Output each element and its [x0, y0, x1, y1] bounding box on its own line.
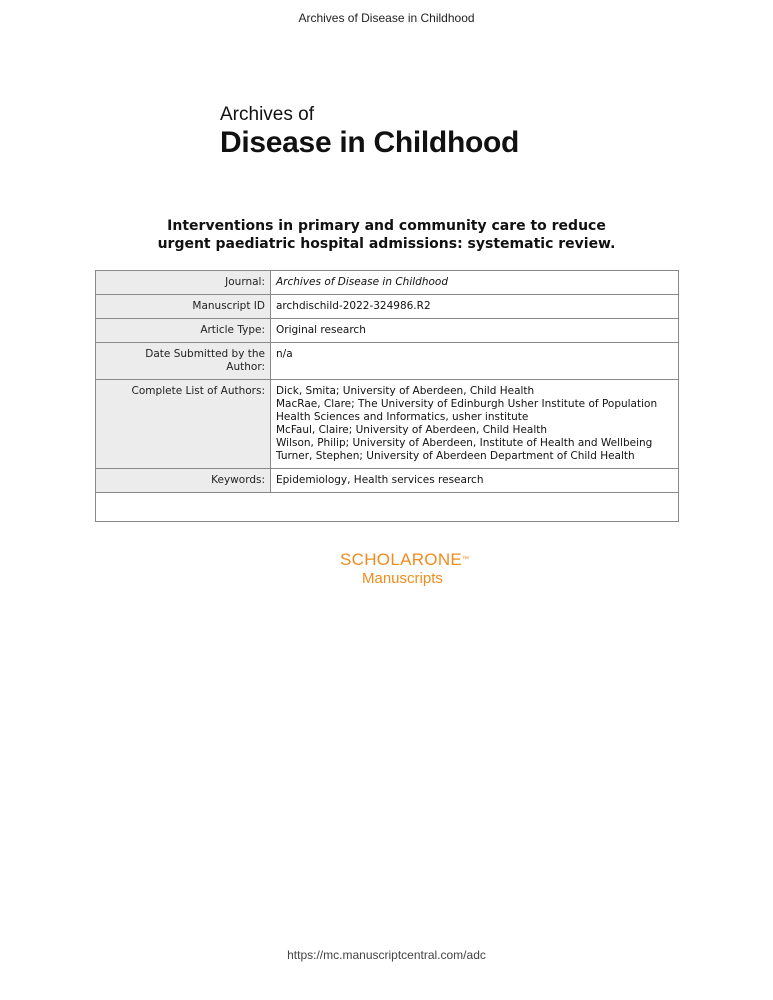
- date-submitted-label-line-2: Author:: [226, 361, 265, 373]
- title-line-1: Interventions in primary and community care to reduce: [167, 218, 606, 234]
- authors-label: Complete List of Authors:: [96, 380, 271, 469]
- author-line: Wilson, Philip; University of Aberdeen, Institute of Health and Wellbeing: [276, 437, 653, 449]
- date-submitted-value: n/a: [271, 343, 679, 380]
- scholarone-brand: [340, 550, 469, 570]
- logo-line-2: Disease in Childhood: [220, 126, 520, 159]
- journal-value: Archives of Disease in Childhood: [271, 271, 679, 295]
- scholarone-brand-part2: ONE: [424, 550, 463, 569]
- keywords-label: Keywords:: [96, 469, 271, 493]
- keywords-value: Epidemiology, Health services research: [271, 469, 679, 493]
- author-line: Health Sciences and Informatics, usher institute: [276, 411, 529, 423]
- row-keywords: [96, 469, 679, 493]
- row-manuscript-id: [96, 295, 679, 319]
- running-header: Archives of Disease in Childhood: [298, 11, 475, 25]
- scholarone-brand-part1: SCHOLAR: [340, 550, 425, 569]
- row-date-submitted: [96, 343, 679, 380]
- date-submitted-label-line-1: Date Submitted by the: [145, 348, 265, 360]
- journal-label: Journal:: [96, 271, 271, 295]
- row-journal: [96, 271, 679, 295]
- author-line: McFaul, Claire; University of Aberdeen, Child Health: [276, 424, 548, 436]
- scholarone-tagline: Manuscripts: [362, 570, 443, 587]
- title-line-2: urgent paediatric hospital admissions: systematic review.: [157, 236, 616, 252]
- author-line: MacRae, Clare; The University of Edinburgh Usher Institute of Population: [276, 398, 658, 410]
- row-authors: [96, 380, 679, 469]
- footer-url: https://mc.manuscriptcentral.com/adc: [287, 948, 486, 962]
- scholarone-logo: [340, 550, 469, 588]
- manuscript-id-value: archdischild-2022-324986.R2: [271, 295, 679, 319]
- row-article-type: [96, 319, 679, 343]
- author-line: Turner, Stephen; University of Aberdeen Department of Child Health: [276, 450, 635, 462]
- article-title: [0, 217, 773, 253]
- author-line: Dick, Smita; University of Aberdeen, Child Health: [276, 385, 535, 397]
- empty-cell: [96, 493, 679, 522]
- journal-logo: [220, 104, 519, 160]
- manuscript-details-table: [95, 270, 679, 522]
- trademark-symbol: ™: [462, 556, 470, 563]
- manuscript-id-label: Manuscript ID: [96, 295, 271, 319]
- article-type-label: Article Type:: [96, 319, 271, 343]
- authors-value: [271, 380, 679, 469]
- article-type-value: Original research: [271, 319, 679, 343]
- row-empty: [96, 493, 679, 522]
- logo-line-1: Archives of: [220, 104, 314, 125]
- date-submitted-label: [96, 343, 271, 380]
